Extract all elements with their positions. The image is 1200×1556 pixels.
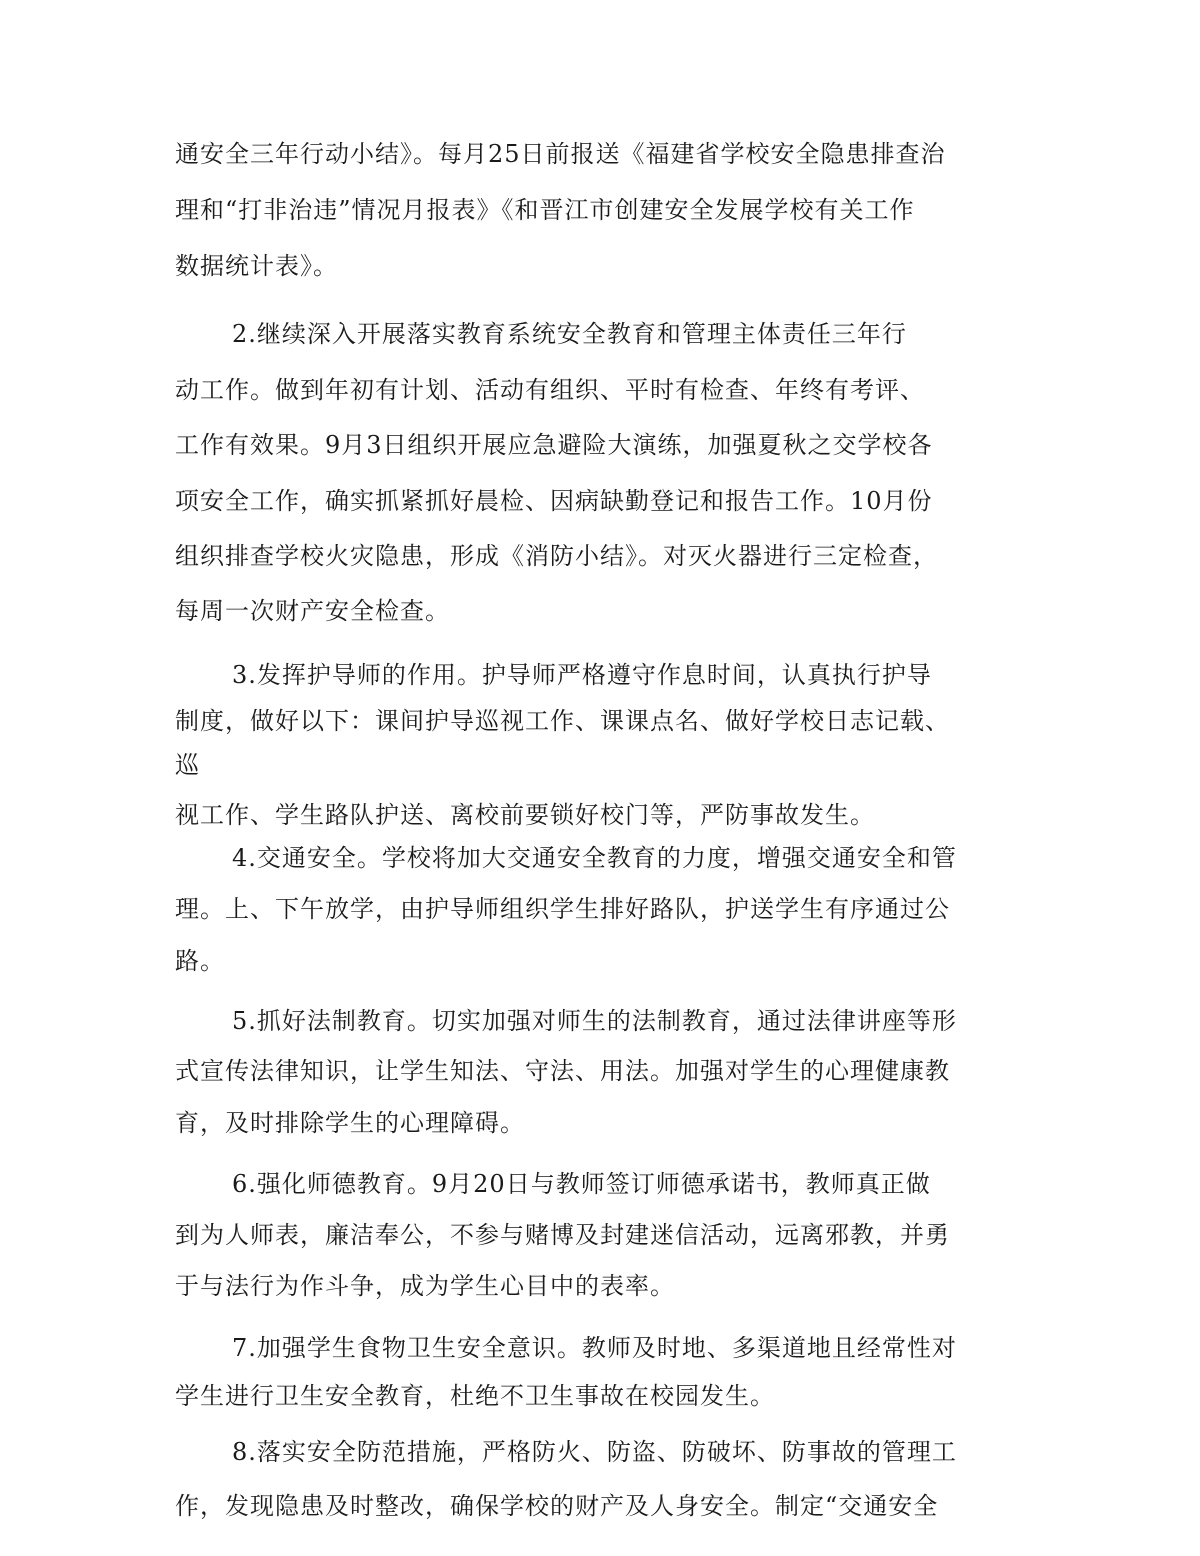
- paragraph-2-start: 2.继续深入开展落实教育系统安全教育和管理主体责任三年行: [232, 320, 907, 348]
- paragraph-7-start: 7.加强学生食物卫生安全意识。教师及时地、多渠道地且经常性对: [232, 1334, 957, 1362]
- text-line: 巡: [175, 751, 200, 779]
- text-line: 于与法行为作斗争，成为学生心目中的表率。: [175, 1272, 675, 1300]
- text-line: 动工作。做到年初有计划、活动有组织、平时有检查、年终有考评、: [175, 376, 925, 404]
- text-line: 理和“打非治违”情况月报表》《和晋江市创建安全发展学校有关工作: [175, 196, 915, 224]
- text-line: 视工作、学生路队护送、离校前要锁好校门等，严防事故发生。: [175, 801, 875, 829]
- paragraph-3-start: 3.发挥护导师的作用。护导师严格遵守作息时间，认真执行护导: [232, 661, 932, 689]
- text-line: 通安全三年行动小结》。每月25日前报送《福建省学校安全隐患排查治: [175, 140, 946, 168]
- text-line: 组织排查学校火灾隐患，形成《消防小结》。对灭火器进行三定检查，: [175, 542, 938, 570]
- text-line: 式宣传法律知识，让学生知法、守法、用法。加强对学生的心理健康教: [175, 1057, 950, 1085]
- paragraph-8-start: 8.落实安全防范措施，严格防火、防盗、防破坏、防事故的管理工: [232, 1438, 957, 1466]
- paragraph-4-start: 4.交通安全。学校将加大交通安全教育的力度，增强交通安全和管: [232, 844, 957, 872]
- text-line: 作，发现隐患及时整改，确保学校的财产及人身安全。制定“交通安全: [175, 1492, 939, 1520]
- text-line: 理。上、下午放学，由护导师组织学生排好路队，护送学生有序通过公: [175, 895, 950, 923]
- text-line: 数据统计表》。: [175, 252, 338, 280]
- text-line: 学生进行卫生安全教育，杜绝不卫生事故在校园发生。: [175, 1382, 775, 1410]
- text-line: 每周一次财产安全检查。: [175, 597, 450, 625]
- text-line: 工作有效果。9月3日组织开展应急避险大演练，加强夏秋之交学校各: [175, 431, 933, 459]
- text-line: 制度，做好以下：课间护导巡视工作、课课点名、做好学校日志记载、: [175, 707, 950, 735]
- text-line: 育，及时排除学生的心理障碍。: [175, 1109, 525, 1137]
- text-line: 项安全工作，确实抓紧抓好晨检、因病缺勤登记和报告工作。10月份: [175, 487, 933, 515]
- paragraph-6-start: 6.强化师德教育。9月20日与教师签订师德承诺书，教师真正做: [232, 1170, 931, 1198]
- text-line: 路。: [175, 947, 225, 975]
- paragraph-5-start: 5.抓好法制教育。切实加强对师生的法制教育，通过法律讲座等形: [232, 1007, 957, 1035]
- text-line: 到为人师表，廉洁奉公，不参与赌博及封建迷信活动，远离邪教，并勇: [175, 1221, 950, 1249]
